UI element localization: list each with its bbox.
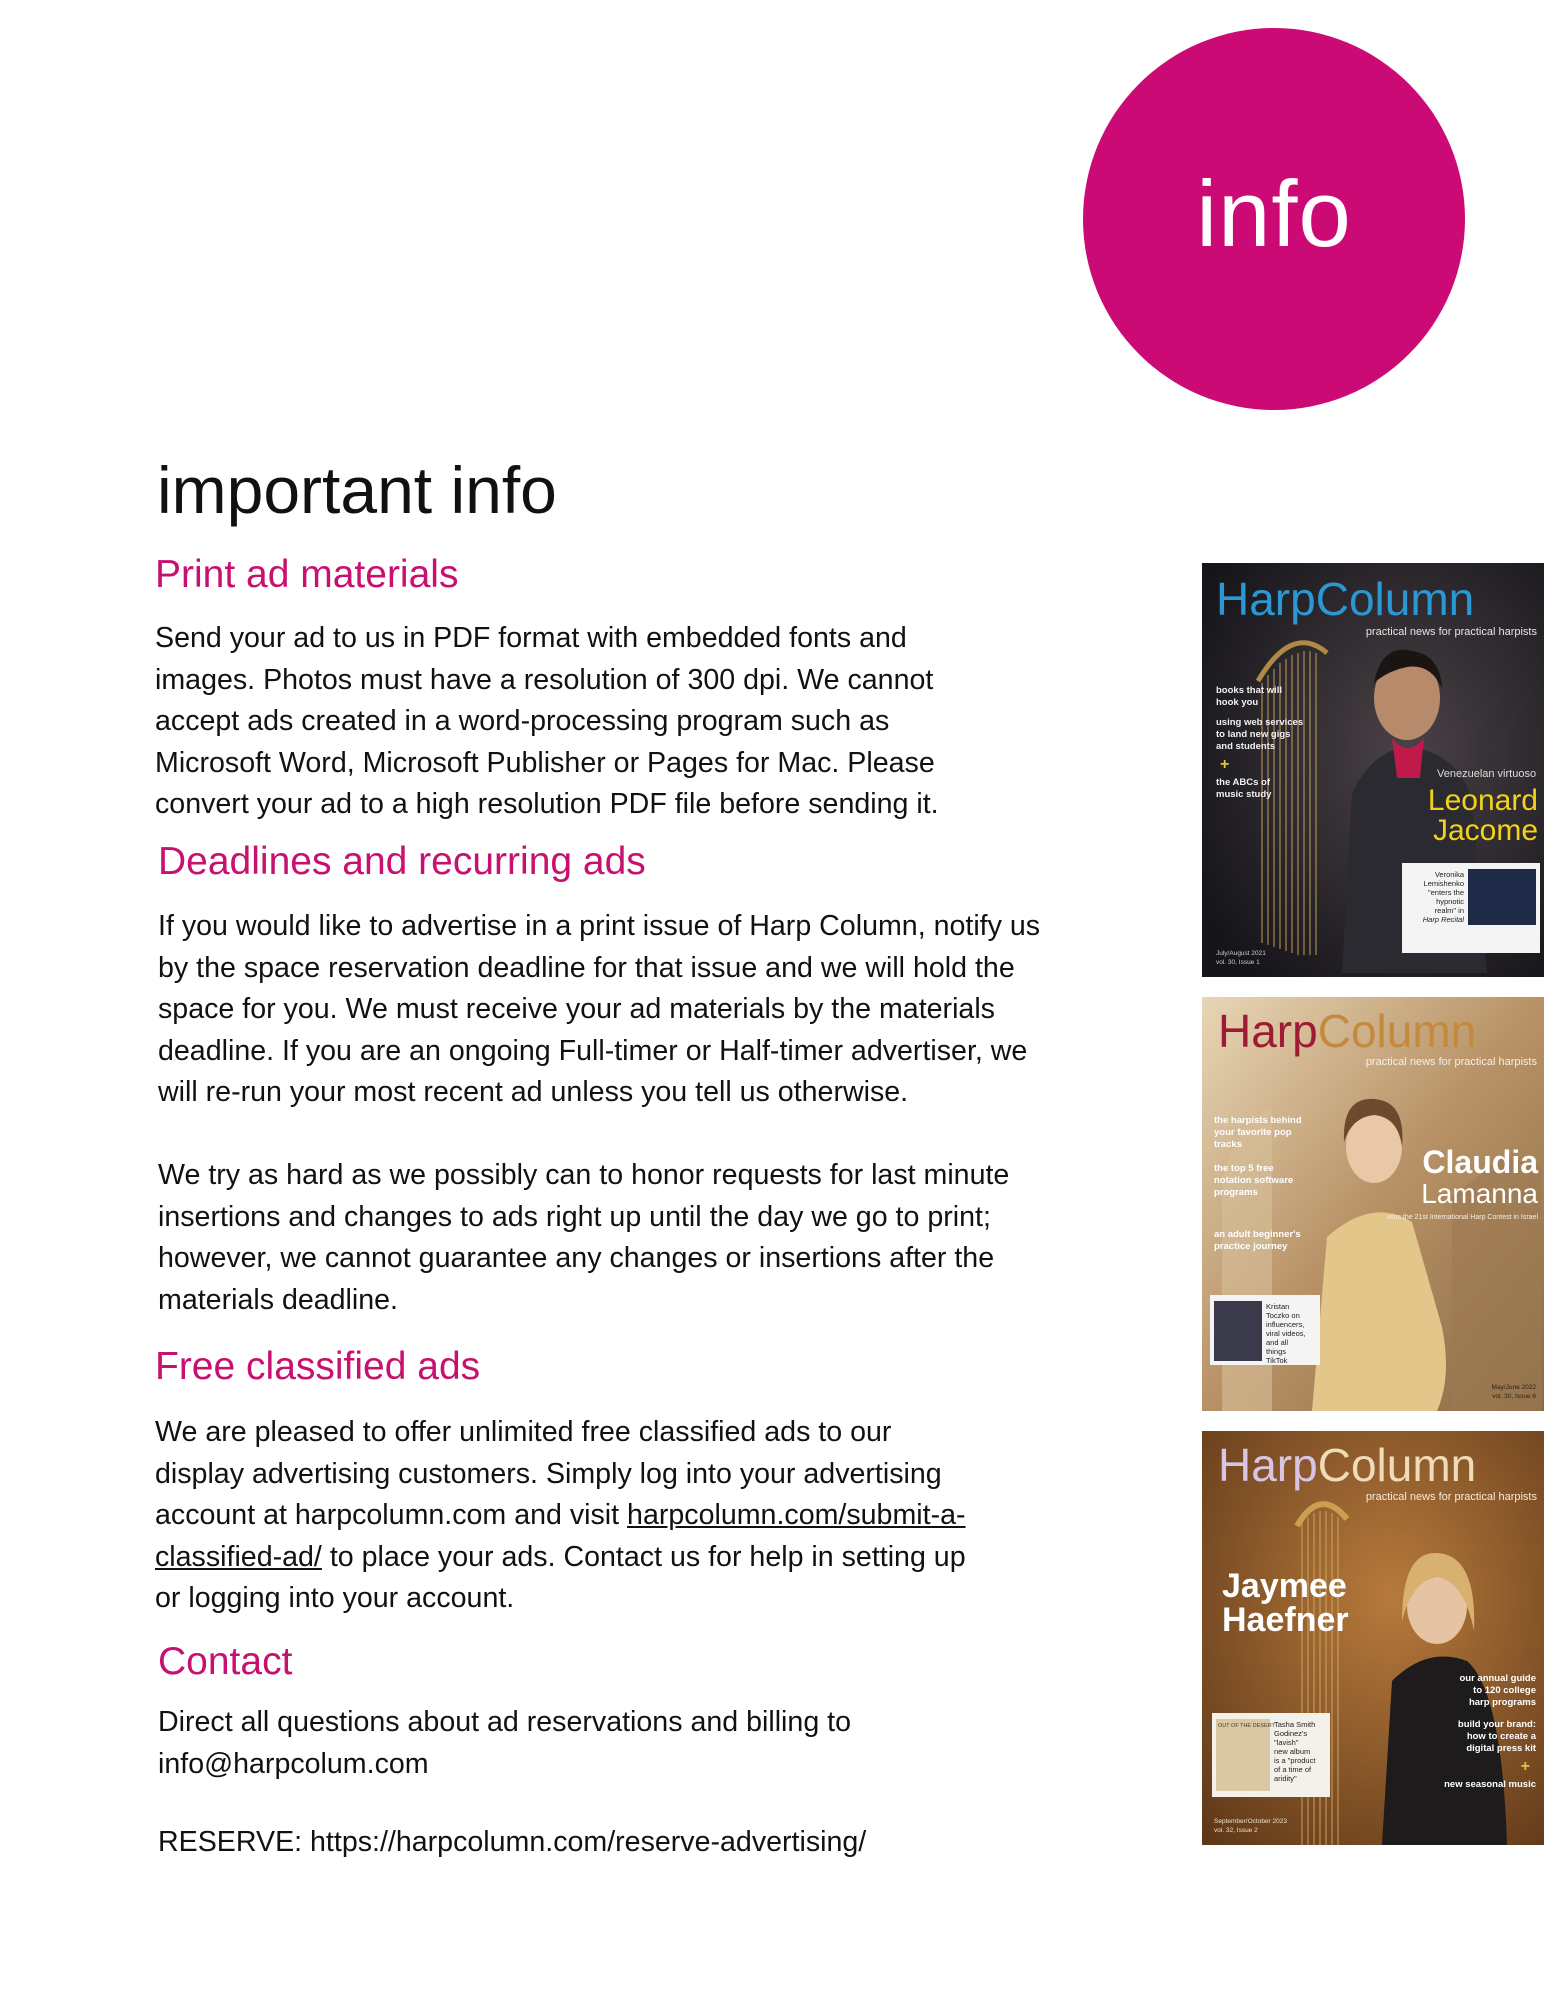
heading-deadlines: Deadlines and recurring ads: [158, 840, 646, 883]
reserve-text: RESERVE: https://harpcolumn.com/reserve-advertising/: [158, 1826, 867, 1858]
svg-text:using web services: using web services: [1216, 717, 1304, 728]
classified-text: [155, 1412, 966, 1620]
cover-2-brand: HarpColumn: [1218, 1005, 1477, 1057]
svg-text:vol. 30, Issue 6: vol. 30, Issue 6: [1492, 1393, 1536, 1400]
svg-text:digital press kit: digital press kit: [1466, 1743, 1536, 1754]
svg-text:and all: and all: [1266, 1338, 1289, 1347]
cover-3-name-1: Jaymee: [1222, 1567, 1347, 1605]
svg-text:how to create a: how to create a: [1466, 1731, 1536, 1742]
svg-text:realm" in: realm" in: [1434, 906, 1464, 915]
svg-text:September/October 2023: September/October 2023: [1214, 1818, 1287, 1825]
svg-text:vol. 32, Issue 2: vol. 32, Issue 2: [1214, 1827, 1258, 1834]
cover-2-tagline: practical news for practical harpists: [1365, 1056, 1537, 1068]
svg-text:build your brand:: build your brand:: [1457, 1719, 1536, 1730]
svg-text:TikTok: TikTok: [1266, 1356, 1288, 1365]
info-badge-text: info: [1196, 161, 1352, 266]
deadlines-text-2: We try as hard as we possibly can to honor requests for last minute insertions and changes to ads right up until the day we go to print; however, we cannot guarantee any changes or insertions after the materials deadline.: [158, 1159, 1010, 1316]
svg-text:tracks: tracks: [1214, 1139, 1242, 1150]
cover-3-name-2: Haefner: [1222, 1601, 1349, 1639]
cover-1-kicker: Venezuelan virtuoso: [1437, 768, 1537, 780]
svg-text:the ABCs of: the ABCs of: [1216, 777, 1271, 788]
svg-text:OUT OF THE DESERT: OUT OF THE DESERT: [1218, 1723, 1275, 1729]
svg-text:"enters the: "enters the: [1427, 888, 1464, 897]
heading-print-ad-materials: Print ad materials: [155, 553, 459, 596]
svg-text:July/August 2021: July/August 2021: [1216, 950, 1266, 957]
print-ad-text: Send your ad to us in PDF format with embedded fonts and images. Photos must have a resolution of 300 dpi. We cannot accept ads created in a word-processing program such as Microsoft Word, Microsoft Publisher or Pages for Mac. Please convert your ad to a high resolution PDF file before sending it.: [155, 622, 939, 821]
magazine-cover-3: [1202, 1431, 1544, 1845]
svg-text:music study: music study: [1216, 789, 1272, 800]
contact-text: Direct all questions about ad reservations and billing to info@harpcolum.com: [158, 1706, 852, 1780]
classified-text-part1: We are pleased to offer unlimited free classified ads to our display advertising customers. Simply log into your advertising account at harpcolumn.com and visit: [155, 1416, 942, 1532]
svg-text:+: +: [1520, 1758, 1530, 1775]
cover-1-name-1: Leonard: [1427, 784, 1538, 817]
svg-text:harp programs: harp programs: [1468, 1697, 1536, 1708]
svg-text:the top 5 free: the top 5 free: [1214, 1163, 1274, 1174]
svg-text:things: things: [1266, 1347, 1287, 1356]
svg-text:to land new gigs: to land new gigs: [1216, 729, 1291, 740]
info-badge: [1083, 28, 1465, 410]
svg-text:books that will: books that will: [1216, 685, 1282, 696]
svg-text:Lemishenko: Lemishenko: [1423, 879, 1464, 888]
svg-text:May/June 2022: May/June 2022: [1491, 1384, 1536, 1391]
cover-1-tagline: practical news for practical harpists: [1365, 626, 1537, 638]
cover-1-brand: HarpColumn: [1216, 573, 1475, 625]
cover-2-name-1: Claudia: [1422, 1144, 1538, 1180]
deadlines-text-1: If you would like to advertise in a print issue of Harp Column, notify us by the space reservation deadline for that issue and we will hold the space for you. We must receive your ad materials by the materials deadline. If you are an ongoing Full-timer or Half-timer advertiser, we will re-run your most recent ad unless you tell us otherwise.: [158, 910, 1041, 1109]
heading-contact: Contact: [158, 1640, 293, 1683]
svg-text:is a "product: is a "product: [1274, 1756, 1316, 1765]
svg-text:our annual guide: our annual guide: [1459, 1673, 1536, 1684]
svg-text:notation software: notation software: [1214, 1175, 1294, 1186]
svg-text:an adult beginner's: an adult beginner's: [1214, 1229, 1301, 1240]
cover-3-brand: HarpColumn: [1218, 1439, 1477, 1491]
cover-2-name-2: Lamanna: [1421, 1178, 1538, 1209]
svg-text:Harp Recital: Harp Recital: [1422, 915, 1464, 924]
svg-text:"lavish": "lavish": [1274, 1738, 1299, 1747]
svg-text:of a time of: of a time of: [1274, 1765, 1312, 1774]
svg-text:Kristan: Kristan: [1266, 1302, 1290, 1311]
cover-3-tagline: practical news for practical harpists: [1365, 1491, 1537, 1503]
svg-text:new album: new album: [1274, 1747, 1311, 1756]
svg-text:viral videos,: viral videos,: [1266, 1329, 1306, 1338]
cover-2-kicker: wins the 21st International Harp Contest in Israel: [1387, 1214, 1538, 1221]
svg-text:Godinez's: Godinez's: [1274, 1729, 1308, 1738]
svg-text:to 120 college: to 120 college: [1473, 1685, 1536, 1696]
classified-text-part2: to place your ads. Contact us for help in setting up or logging into your account.: [155, 1540, 966, 1615]
svg-text:hook you: hook you: [1216, 697, 1259, 708]
svg-text:your favorite pop: your favorite pop: [1214, 1127, 1292, 1138]
cover-1-name-2: Jacome: [1432, 814, 1538, 847]
svg-text:Toczko on: Toczko on: [1266, 1311, 1300, 1320]
svg-text:vol. 30, Issue 1: vol. 30, Issue 1: [1216, 959, 1260, 966]
svg-text:the harpists behind: the harpists behind: [1214, 1115, 1302, 1126]
svg-text:new seasonal music: new seasonal music: [1444, 1779, 1536, 1790]
heading-free-classified-ads: Free classified ads: [155, 1345, 481, 1388]
svg-text:programs: programs: [1214, 1187, 1258, 1198]
svg-text:Veronika: Veronika: [1434, 870, 1464, 879]
magazine-cover-1: [1202, 563, 1544, 977]
magazine-cover-2: [1202, 997, 1544, 1411]
svg-text:and students: and students: [1216, 741, 1276, 752]
svg-text:influencers,: influencers,: [1266, 1320, 1305, 1329]
svg-text:hypnotic: hypnotic: [1436, 897, 1464, 906]
submit-classified-link[interactable]: harpcolumn.com/submit-a- classified-ad/: [155, 1499, 966, 1573]
svg-text:+: +: [1220, 756, 1230, 773]
svg-text:Tasha Smith: Tasha Smith: [1274, 1720, 1316, 1729]
svg-text:aridity": aridity": [1274, 1774, 1297, 1783]
page-title: important info: [157, 453, 557, 527]
svg-text:practice journey: practice journey: [1214, 1241, 1288, 1252]
